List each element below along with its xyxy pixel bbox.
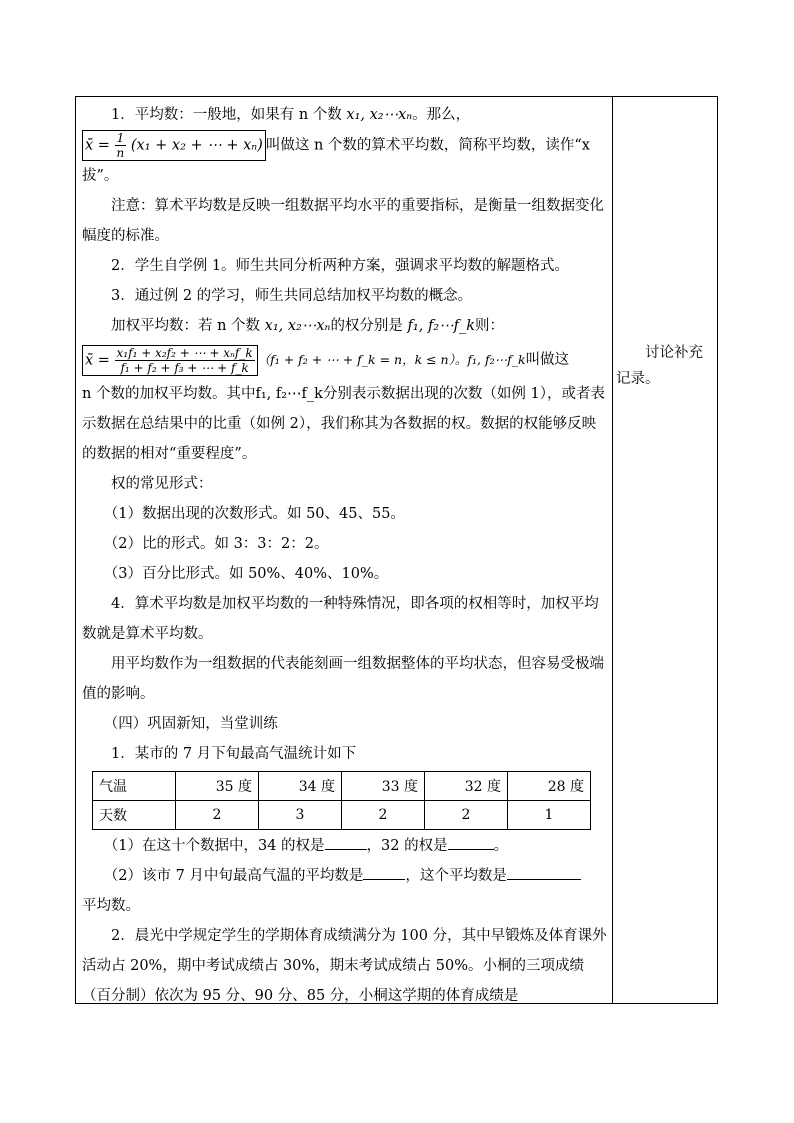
table-cell: 28 度 (508, 772, 591, 801)
weighted-weights: f₁, f₂⋯f_k (407, 318, 476, 334)
q1b-text-1: （2）该市 7 月中旬最高气温的平均数是 (103, 868, 364, 884)
para-mean-formula (82, 130, 608, 161)
form-item-1: （1）数据出现的次数形式。如 50、45、55。 (103, 506, 405, 522)
table-cell: 34 度 (259, 772, 342, 801)
formula-lhs: x̄ = (85, 137, 115, 154)
mean-def-text-b: 。那么， (412, 107, 471, 123)
main-content (82, 100, 608, 1011)
answer-blank-2[interactable] (448, 835, 494, 850)
table-cell: 35 度 (176, 772, 259, 801)
forms-title: 权的常见形式： (111, 476, 213, 492)
question-2: 2．晨光中学规定学生的学期体育成绩满分为 100 分，其中早锻炼及体育课外活动占 20%，期中考试成绩占 30%，期末考试成绩占 50%。小桐的三项成绩（百分制）依次为 95 分、90 分、85 分，小桐这学期的体育成绩是 (82, 928, 607, 1004)
formula-fraction (115, 131, 127, 160)
side-note: 讨论补充记录。 (616, 345, 703, 387)
table-cell: 2 (176, 801, 259, 830)
formula-sum: (x₁ + x₂ + ⋯ + xₙ) (130, 137, 263, 154)
item-3: 3．通过例 2 的学习，师生共同总结加权平均数的概念。 (111, 288, 473, 304)
mean-def-text-d: 拔”。 (82, 168, 119, 184)
q1a-text-3: 。 (493, 838, 509, 854)
weighted-explanation: n 个数的加权平均数。其中f₁, f₂⋯f_k分别表示数据出现的次数（如例 1），或者表示数据在总结果中的比重（如例 2），我们称其为各数据的权。数据的权能够反映的数据的相对“重要程度”。 (82, 386, 606, 462)
weighted-numerator: x₁f₁ + x₂f₂ + ⋯ + xₙf_k (116, 345, 253, 360)
weighted-fraction (115, 346, 255, 375)
section-4-heading: （四）巩固新知，当堂训练 (103, 716, 278, 732)
answer-blank-4[interactable] (507, 865, 581, 880)
note-paragraph: 注意：算术平均数是反映一组数据平均水平的重要指标，是衡量一组数据变化幅度的标准。 (82, 198, 604, 244)
table-cell: 33 度 (342, 772, 425, 801)
fraction-numerator: 1 (115, 131, 127, 146)
weighted-formula-lhs: x̄ = (85, 352, 115, 368)
weighted-condition: （f₁ + f₂ + ⋯ + f_k = n，k ≤ n）。 (257, 352, 468, 367)
usage-paragraph: 用平均数作为一组数据的代表能刻画一组数据整体的平均状态，但容易受极端值的影响。 (82, 656, 604, 702)
mean-def-text-c: 叫做这 n 个数的算术平均数，简称平均数，读作“x (265, 137, 590, 154)
para-mean-definition (82, 100, 608, 130)
table-cell: 32 度 (425, 772, 508, 801)
weighted-intro-b: 的权分别是 (330, 318, 403, 334)
table-cell: 2 (342, 801, 425, 830)
weighted-tail-vars: f₁, f₂⋯f_k (467, 352, 526, 367)
side-column (616, 340, 716, 392)
mean-formula (82, 130, 266, 161)
table-cell: 天数 (93, 801, 176, 830)
para-weighted-formula (82, 341, 608, 379)
weighted-formula (82, 345, 258, 376)
column-divider (612, 96, 613, 1004)
table-row (93, 801, 591, 830)
para-weighted-def (82, 311, 608, 341)
q1b-text-3: 平均数。 (82, 898, 140, 914)
weighted-vars: x₁, x₂⋯xₙ (264, 318, 331, 334)
table-cell: 2 (425, 801, 508, 830)
fraction-denominator: n (116, 146, 125, 160)
item-2: 2．学生自学例 1。师生共同分析两种方案，强调求平均数的解题格式。 (111, 258, 570, 274)
question-1-title: 1．某市的 7 月下旬最高气温统计如下 (111, 746, 357, 762)
form-item-3: （3）百分比形式。如 50%、40%、10%。 (103, 566, 389, 582)
mean-vars: x₁, x₂⋯xₙ (346, 107, 413, 123)
question-1-part-2 (82, 861, 608, 891)
question-1-part-1 (82, 831, 608, 861)
weighted-tail-text: 叫做这 (525, 352, 570, 368)
answer-blank-1[interactable] (325, 835, 367, 850)
table-cell: 气温 (93, 772, 176, 801)
table-cell: 1 (508, 801, 591, 830)
temperature-table (92, 771, 591, 830)
answer-blank-3[interactable] (363, 865, 405, 880)
weighted-intro-a: 加权平均数：若 n 个数 (111, 318, 261, 334)
table-cell: 3 (259, 801, 342, 830)
q1b-text-2: ，这个平均数是 (405, 868, 507, 884)
item-4: 4．算术平均数是加权平均数的一种特殊情况，即各项的权相等时，加权平均数就是算术平均数。 (82, 596, 599, 642)
weighted-intro-c: 则： (475, 318, 505, 334)
form-item-2: （2）比的形式。如 3：3：2：2。 (103, 536, 329, 552)
q1a-text-1: （1）在这十个数据中，34 的权是 (103, 838, 325, 854)
mean-def-text-a: 1．平均数：一般地，如果有 n 个数 (111, 107, 342, 123)
weighted-denominator: f₁ + f₂ + f₃ + ⋯ + f_k (120, 360, 249, 375)
q1a-text-2: ，32 的权是 (366, 838, 448, 854)
table-row (93, 772, 591, 801)
